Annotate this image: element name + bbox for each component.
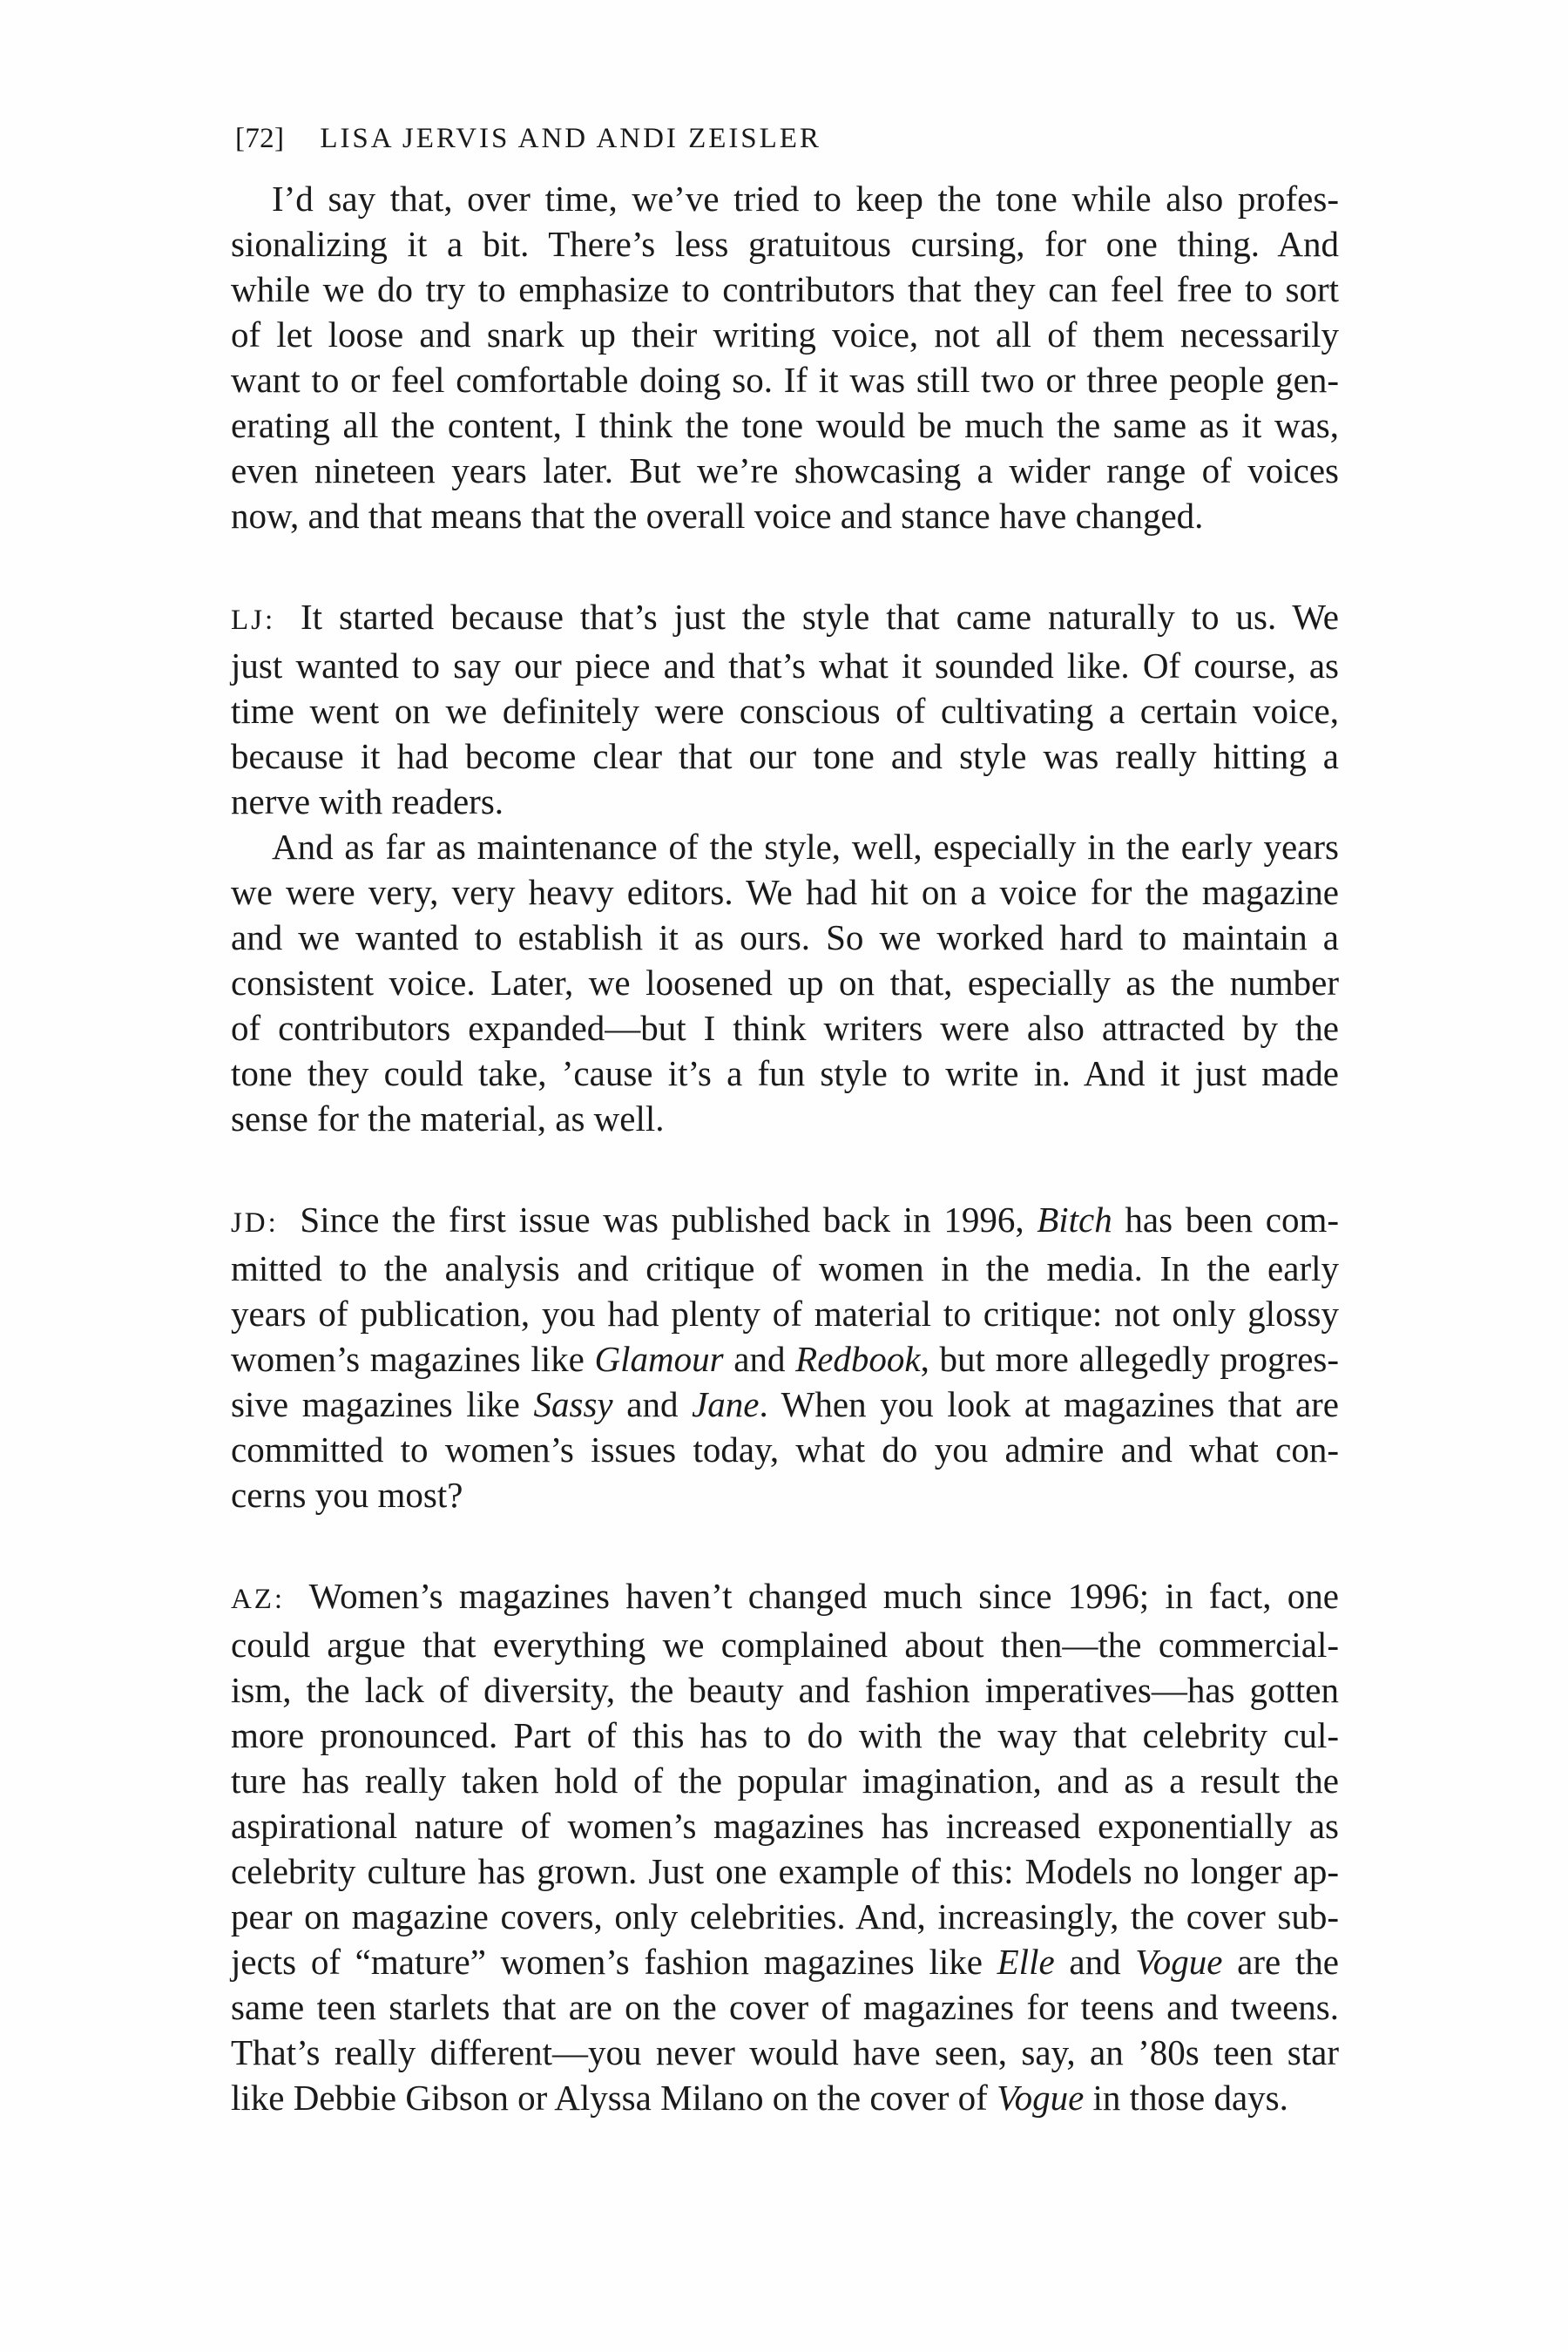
text-line: LJ: It started because that’s just the style that came naturally to us. We bbox=[231, 597, 1339, 637]
paragraph bbox=[231, 1573, 1339, 2120]
text-line: and we wanted to establish it as ours. So we worked hard to maintain a bbox=[231, 917, 1339, 957]
text-line: I’d say that, over time, we’ve tried to keep the tone while also profes- bbox=[272, 179, 1339, 219]
text-line: even nineteen years later. But we’re showcasing a wider range of voices bbox=[231, 450, 1339, 490]
text-line: pear on magazine covers, only celebrities. And, increasingly, the cover sub- bbox=[231, 1896, 1339, 1936]
text-line: sive magazines like Sassy and Jane. When you look at magazines that are bbox=[231, 1384, 1339, 1424]
text-line: of let loose and snark up their writing voice, not all of them necessarily bbox=[231, 314, 1339, 355]
text-line: consistent voice. Later, we loosened up on that, especially as the number bbox=[231, 963, 1339, 1003]
text-line: we were very, very heavy editors. We had hit on a voice for the magazine bbox=[231, 872, 1339, 912]
text-line: aspirational nature of women’s magazines has increased exponentially as bbox=[231, 1806, 1339, 1846]
text-line: JD: Since the first issue was published back in 1996, Bitch has been com- bbox=[231, 1200, 1339, 1240]
text-line: while we do try to emphasize to contributors that they can feel free to sort bbox=[231, 269, 1339, 309]
text-line: cerns you most? bbox=[231, 1475, 463, 1515]
text-line: AZ: Women’s magazines haven’t changed much since 1996; in fact, one bbox=[231, 1576, 1339, 1616]
running-head: LISA JERVIS AND ANDI ZEISLER bbox=[320, 123, 821, 154]
text-line: tone they could take, ’cause it’s a fun style to write in. And it just made bbox=[231, 1053, 1339, 1093]
text-line: That’s really different—you never would have seen, say, an ’80s teen star bbox=[231, 2032, 1339, 2072]
text-line: women’s magazines like Glamour and Redbook, but more allegedly progres- bbox=[231, 1339, 1340, 1379]
text-line: And as far as maintenance of the style, well, especially in the early years bbox=[272, 827, 1339, 867]
text-line: years of publication, you had plenty of material to critique: not only glossy bbox=[231, 1294, 1339, 1334]
page-header bbox=[235, 123, 821, 154]
text-line: time went on we definitely were conscious of cultivating a certain voice, bbox=[231, 691, 1339, 731]
text-line: like Debbie Gibson or Alyssa Milano on the cover of Vogue in those days. bbox=[231, 2078, 1288, 2118]
text-line: more pronounced. Part of this has to do with the way that celebrity cul- bbox=[231, 1715, 1339, 1755]
paragraph bbox=[231, 1197, 1339, 1517]
text-line: of contributors expanded—but I think writers were also attracted by the bbox=[231, 1008, 1339, 1048]
text-line: now, and that means that the overall voice and stance have changed. bbox=[231, 496, 1204, 536]
paragraph bbox=[231, 824, 1339, 1141]
text-line: ture has really taken hold of the popular imagination, and as a result the bbox=[231, 1761, 1339, 1801]
text-line: committed to women’s issues today, what do you admire and what con- bbox=[231, 1429, 1339, 1470]
speaker-label: JD: bbox=[231, 1207, 279, 1239]
speaker-label: AZ: bbox=[231, 1584, 286, 1615]
text-line: mitted to the analysis and critique of women in the media. In the early bbox=[231, 1248, 1339, 1288]
text-line: sense for the material, as well. bbox=[231, 1098, 665, 1139]
text-line: same teen starlets that are on the cover of magazines for teens and tweens. bbox=[231, 1987, 1339, 2027]
text-line: sionalizing it a bit. There’s less gratuitous cursing, for one thing. And bbox=[231, 224, 1339, 264]
text-line: celebrity culture has grown. Just one example of this: Models no longer ap- bbox=[231, 1851, 1339, 1891]
text-line: nerve with readers. bbox=[231, 781, 504, 821]
speaker-label: LJ: bbox=[231, 605, 276, 636]
page-number: [72] bbox=[235, 123, 285, 154]
paragraph bbox=[231, 594, 1339, 824]
text-line: want to or feel comfortable doing so. If it was still two or three people gen- bbox=[231, 360, 1339, 400]
body-text bbox=[231, 176, 1339, 2120]
text-line: erating all the content, I think the tone would be much the same as it was, bbox=[231, 405, 1339, 445]
text-line: just wanted to say our piece and that’s what it sounded like. Of course, as bbox=[231, 645, 1339, 686]
text-line: jects of “mature” women’s fashion magazines like Elle and Vogue are the bbox=[231, 1942, 1339, 1982]
text-line: ism, the lack of diversity, the beauty and fashion imperatives—has gotten bbox=[231, 1670, 1339, 1710]
text-line: could argue that everything we complained about then—the commercial- bbox=[231, 1625, 1339, 1665]
text-line: because it had become clear that our tone and style was really hitting a bbox=[231, 736, 1339, 776]
paragraph bbox=[231, 176, 1339, 538]
